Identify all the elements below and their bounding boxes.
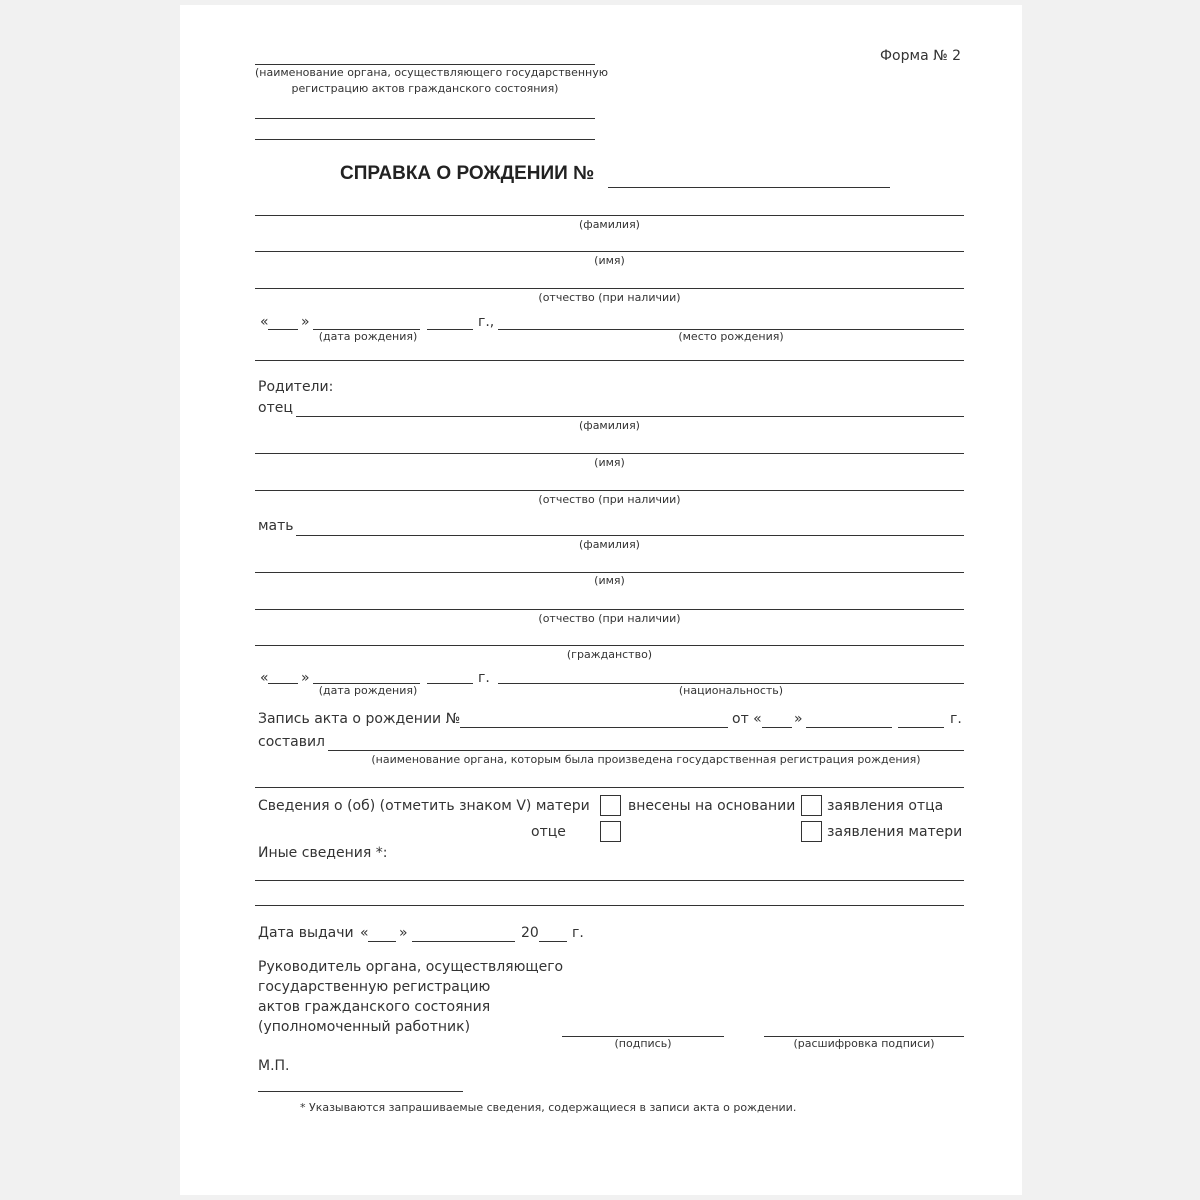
record-day-line[interactable] <box>762 727 792 728</box>
father-name-line[interactable] <box>255 453 964 454</box>
record-from-label: от « <box>732 711 762 727</box>
record-number-line[interactable] <box>460 727 728 728</box>
mother-surname-caption: (фамилия) <box>579 538 640 551</box>
father-statement-checkbox[interactable] <box>801 795 822 816</box>
child-name-caption: (имя) <box>594 254 625 267</box>
stamp-label: М.П. <box>258 1058 290 1074</box>
issue-quote-open: « <box>360 925 369 941</box>
record-label: Запись акта о рождении № <box>258 711 461 727</box>
child-name-line[interactable] <box>255 251 964 252</box>
issue-date-label: Дата выдачи <box>258 925 354 941</box>
page-title: СПРАВКА О РОЖДЕНИИ № <box>340 163 595 184</box>
signatory-line-2: государственную регистрацию <box>258 979 491 995</box>
mother-name-line[interactable] <box>255 572 964 573</box>
nationality-caption: (национальность) <box>678 684 784 697</box>
child-birth-date-caption: (дата рождения) <box>318 330 418 343</box>
record-year-suffix: г. <box>950 711 962 727</box>
mother-patronymic-line[interactable] <box>255 609 964 610</box>
issue-quote-close: » <box>399 925 408 941</box>
record-month-line[interactable] <box>806 727 892 728</box>
form-page <box>180 5 1022 1195</box>
record-quote-close: » <box>794 711 803 727</box>
child-patronymic-line[interactable] <box>255 288 964 289</box>
mother-statement-checkbox[interactable] <box>801 821 822 842</box>
authority-caption-line2: регистрацию актов гражданского состояния) <box>291 82 559 95</box>
other-info-line-1[interactable] <box>255 880 964 881</box>
parent-birth-year-line[interactable] <box>427 683 473 684</box>
child-birth-year-line[interactable] <box>427 329 473 330</box>
child-quote-close: » <box>301 314 310 330</box>
parent-quote-open: « <box>260 670 269 686</box>
father-option-label: отце <box>531 824 566 840</box>
father-surname-caption: (фамилия) <box>579 419 640 432</box>
composed-label: составил <box>258 734 325 750</box>
father-statement-label: заявления отца <box>827 798 944 814</box>
form-number-label: Форма № 2 <box>880 48 962 64</box>
composed-authority-line[interactable] <box>328 750 964 751</box>
issue-day-line[interactable] <box>368 941 396 942</box>
mother-name-caption: (имя) <box>594 574 625 587</box>
father-label: отец <box>258 400 293 416</box>
issue-month-line[interactable] <box>412 941 515 942</box>
other-info-label: Иные сведения *: <box>258 845 388 861</box>
child-patronymic-caption: (отчество (при наличии) <box>538 291 681 304</box>
authority-name-line[interactable] <box>255 64 595 65</box>
parent-year-suffix: г. <box>478 670 490 686</box>
child-birth-place-caption: (место рождения) <box>678 330 784 343</box>
footnote: * Указываются запрашиваемые сведения, содержащиеся в записи акта о рождении. <box>300 1101 797 1114</box>
parents-heading: Родители: <box>258 379 334 395</box>
info-label: Сведения о (об) (отметить знаком V) матери <box>258 798 590 814</box>
father-surname-line[interactable] <box>296 416 964 417</box>
father-patronymic-line[interactable] <box>255 490 964 491</box>
decoding-caption: (расшифровка подписи) <box>793 1037 935 1050</box>
mother-surname-line[interactable] <box>296 535 964 536</box>
child-birth-place-line-2[interactable] <box>255 360 964 361</box>
authority-caption-line1: (наименование органа, осуществляющего государственную <box>255 66 608 79</box>
child-surname-line[interactable] <box>255 215 964 216</box>
parent-birth-date-caption: (дата рождения) <box>318 684 418 697</box>
issue-year-prefix: 20 <box>521 925 539 941</box>
issue-year-line[interactable] <box>539 941 567 942</box>
signatory-line-4: (уполномоченный работник) <box>258 1019 471 1035</box>
authority-extra-line-2[interactable] <box>255 139 595 140</box>
basis-label: внесены на основании <box>628 798 796 814</box>
certificate-number-line[interactable] <box>608 187 890 188</box>
child-birth-day-line[interactable] <box>268 329 298 330</box>
mother-statement-label: заявления матери <box>827 824 963 840</box>
father-checkbox[interactable] <box>600 821 621 842</box>
child-surname-caption: (фамилия) <box>579 218 640 231</box>
signatory-line-3: актов гражданского состояния <box>258 999 491 1015</box>
father-name-caption: (имя) <box>594 456 625 469</box>
stamp-line[interactable] <box>258 1091 463 1092</box>
mother-label: мать <box>258 518 294 534</box>
composed-authority-line-2[interactable] <box>255 787 964 788</box>
father-patronymic-caption: (отчество (при наличии) <box>538 493 681 506</box>
child-year-suffix: г., <box>478 314 495 330</box>
citizenship-line[interactable] <box>255 645 964 646</box>
composed-caption: (наименование органа, которым была произведена государственная регистрация рождения) <box>371 753 921 766</box>
other-info-line-2[interactable] <box>255 905 964 906</box>
issue-year-suffix: г. <box>572 925 584 941</box>
parent-birth-day-line[interactable] <box>268 683 298 684</box>
parent-quote-close: » <box>301 670 310 686</box>
record-year-line[interactable] <box>898 727 944 728</box>
citizenship-caption: (гражданство) <box>566 648 653 661</box>
signature-caption: (подпись) <box>614 1037 672 1050</box>
child-quote-open: « <box>260 314 269 330</box>
signatory-line-1: Руководитель органа, осуществляющего <box>258 959 564 975</box>
mother-patronymic-caption: (отчество (при наличии) <box>538 612 681 625</box>
authority-extra-line-1[interactable] <box>255 118 595 119</box>
mother-checkbox[interactable] <box>600 795 621 816</box>
